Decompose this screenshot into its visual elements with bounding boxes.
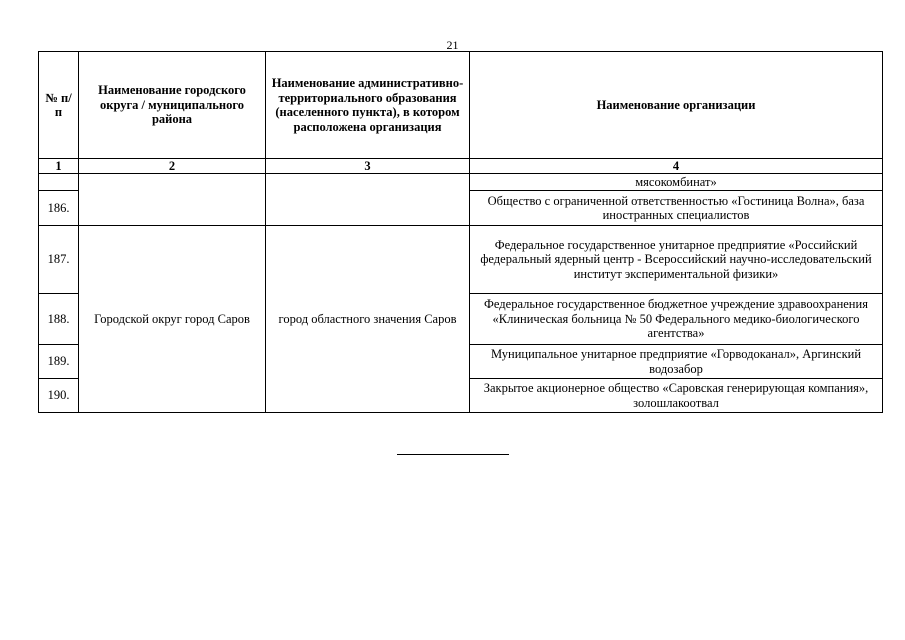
- organization-name: Закрытое акционерное общество «Саровская генерирующая компания», золошлакоотвал: [470, 379, 883, 413]
- table-cell-empty: [266, 174, 470, 226]
- end-divider-line: [397, 454, 509, 455]
- header-number: № п/п: [39, 52, 79, 159]
- organization-name: Муниципальное унитарное предприятие «Горводоканал», Аргинский водозабор: [470, 345, 883, 379]
- organizations-table: [38, 51, 883, 413]
- column-number: 2: [79, 159, 266, 174]
- table-header-row: [39, 52, 883, 159]
- organization-name: Федеральное государственное унитарное предприятие «Российский федеральный ядерный центр - Всероссийский научно-исследовательский институт экспериментальной физики»: [470, 226, 883, 294]
- district-name: Городской округ город Саров: [79, 226, 266, 413]
- table-row: [39, 226, 883, 294]
- table-cell-empty: [39, 174, 79, 191]
- page-number: 21: [446, 38, 459, 52]
- table-row-continuation: [39, 174, 883, 191]
- column-number: 3: [266, 159, 470, 174]
- row-number: 189.: [39, 345, 79, 379]
- row-number: 190.: [39, 379, 79, 413]
- column-numbers-row: [39, 159, 883, 174]
- settlement-name: город областного значения Саров: [266, 226, 470, 413]
- organization-name: Общество с ограниченной ответственностью «Гостиница Волна», база иностранных специалистов: [470, 191, 883, 226]
- column-number: 4: [470, 159, 883, 174]
- continuation-text: мясокомбинат»: [470, 174, 883, 191]
- header-organization: Наименование организации: [470, 52, 883, 159]
- column-number: 1: [39, 159, 79, 174]
- row-number: 186.: [39, 191, 79, 226]
- row-number: 188.: [39, 294, 79, 345]
- table-cell-empty: [79, 174, 266, 226]
- header-district: Наименование городского округа / муниципального района: [79, 52, 266, 159]
- header-settlement: Наименование административно-территориального образования (населенного пункта), в котором расположена организация: [266, 52, 470, 159]
- organization-name: Федеральное государственное бюджетное учреждение здравоохранения «Клиническая больница № 50 Федерального медико-биологического агентства»: [470, 294, 883, 345]
- row-number: 187.: [39, 226, 79, 294]
